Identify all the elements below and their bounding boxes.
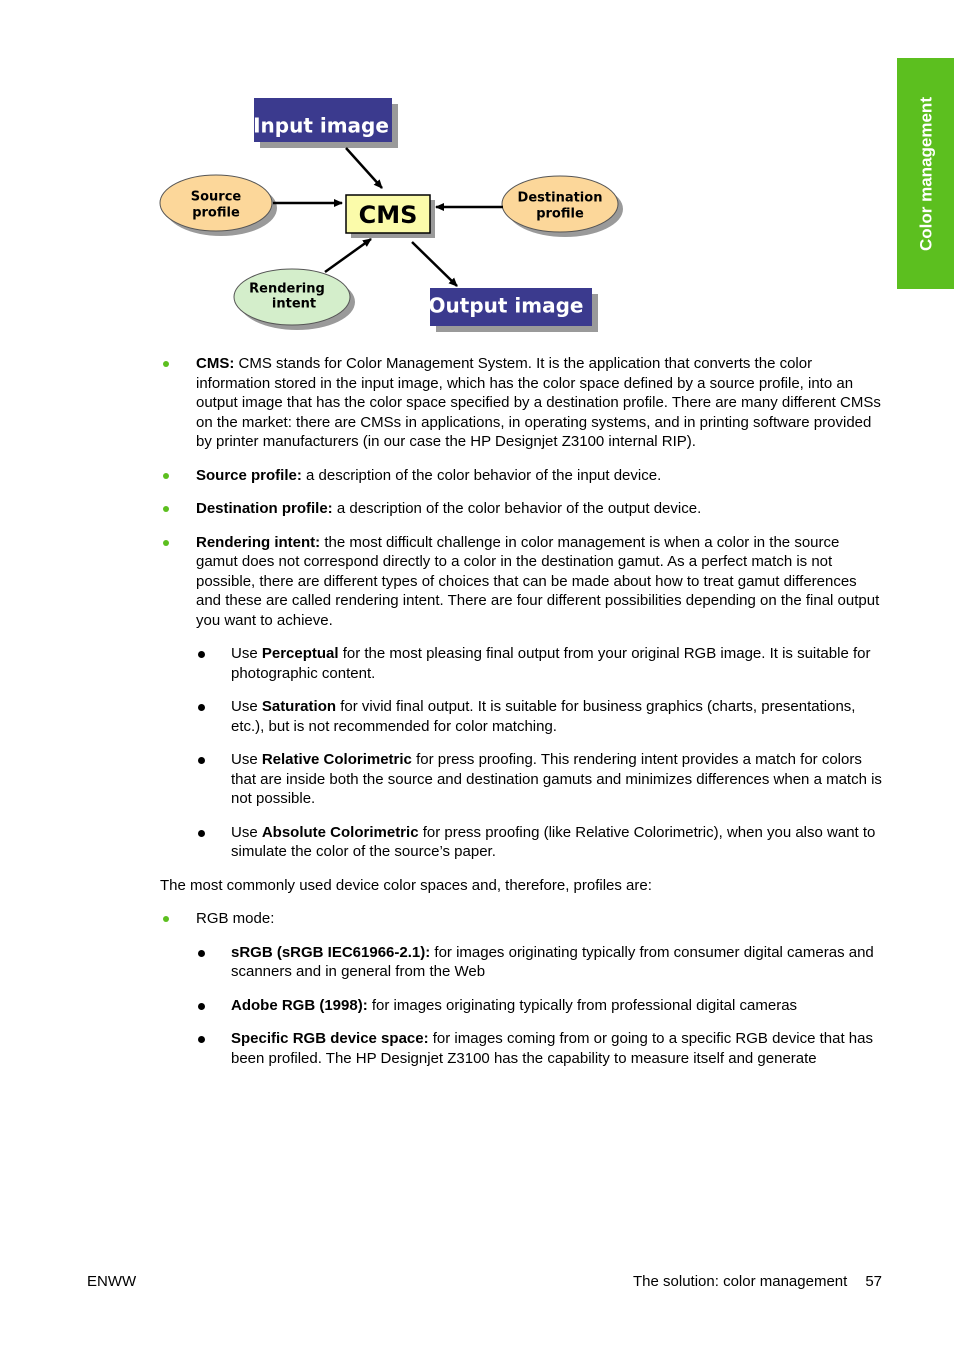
sub-bullet-dot xyxy=(198,1003,205,1010)
side-tab xyxy=(897,58,954,289)
bullet-text: RGB mode: xyxy=(196,910,275,927)
bullet-text: a description of the color behavior of the input device. xyxy=(301,466,662,484)
bullet-term: Source profile: xyxy=(196,466,302,484)
bullet-term: Destination profile: xyxy=(196,500,333,517)
intent-term: Relative Colorimetric xyxy=(261,751,412,768)
intent-term: Saturation xyxy=(261,698,337,715)
bullet-text: CMS stands for Color Management System. It is the application that converts the color information stored in the input image, which has the color space defined by a source profile, into an output image that has the color space specified by a destination profile. There are many different CMSs on the market: there are CMSs in applications, in operating systems, and in printing software provided by printer manufacturers (in our case the HP Designjet Z3100 internal RIP). xyxy=(196,355,881,450)
cms-label: CMS xyxy=(358,201,418,229)
bullet-text: a description of the color behavior of the output device. xyxy=(332,500,702,517)
sub-bullet-dot xyxy=(198,757,205,764)
arrow-rendering-to-cms xyxy=(325,239,371,272)
input-image-label: Input image xyxy=(253,113,389,138)
rgb-text: for images coming from or going to a specific RGB device that has been profiled. The HP Designjet Z3100 has the capability to measure itself and generate xyxy=(231,1030,873,1067)
rgb-text: for images originating typically from professional digital cameras xyxy=(367,996,798,1014)
arrow-cms-to-output xyxy=(412,242,457,286)
footer-right xyxy=(633,1272,882,1292)
intent-absolute-colorimetric xyxy=(160,823,884,862)
profiles-intro-paragraph: The most commonly used device color spaces and, therefore, profiles are: xyxy=(160,876,652,894)
sub-bullet-dot xyxy=(198,651,205,658)
intent-prefix: Use xyxy=(231,751,262,768)
bullet-rgb-mode xyxy=(160,909,884,929)
rgb-item-srgb xyxy=(160,943,884,982)
destination-profile-ellipse xyxy=(502,176,623,237)
footer-section-title: The solution: color management xyxy=(633,1273,848,1290)
cms-diagram-svg xyxy=(155,90,635,340)
bullet-term: Rendering intent: xyxy=(196,533,321,551)
bullet-text: the most difficult challenge in color management is when a color in the source gamut does not correspond directly to a color in the destination gamut. As a perfect match is not possible, there are different types of choices that can be made about how to treat gamut differences and these are called rendering intent. There are four different possibilities depending on the final output you want to achieve. xyxy=(196,533,880,629)
intent-text: for vivid final output. It is suitable for business graphics (charts, presentations, etc.), but is not recommended for color matching. xyxy=(231,698,856,735)
rendering-intent-line1: Rendering xyxy=(249,281,325,297)
intent-prefix: Use xyxy=(231,698,262,715)
intent-perceptual xyxy=(160,644,884,683)
rgb-term: sRGB (sRGB IEC61966-2.1): xyxy=(231,943,431,961)
sub-bullet-dot xyxy=(198,704,205,711)
output-image-box xyxy=(429,288,598,332)
bullet-term: CMS: xyxy=(196,355,235,372)
bullet-dot xyxy=(163,361,169,367)
bullet-dot xyxy=(163,473,169,479)
destination-profile-line2: profile xyxy=(536,206,584,222)
source-profile-line1: Source xyxy=(190,189,242,205)
arrow-input-to-cms xyxy=(346,148,382,188)
intent-text: for press proofing. This rendering intent provides a match for colors that are inside both the source and destination gamuts and minimizes differences when a match is not possible. xyxy=(231,751,882,807)
bullet-destination-profile xyxy=(160,499,884,519)
sub-bullet-dot xyxy=(198,830,205,837)
intent-prefix: Use xyxy=(231,645,262,662)
side-tab-label: Color management xyxy=(915,96,935,251)
output-image-label: Output image xyxy=(428,293,584,318)
destination-profile-line1: Destination xyxy=(517,190,603,206)
intent-prefix: Use xyxy=(231,823,262,841)
sub-bullet-dot xyxy=(198,1036,205,1043)
rendering-intent-line2: intent xyxy=(271,296,317,312)
input-image-box xyxy=(253,98,398,148)
bullet-cms xyxy=(160,354,884,452)
intent-term: Perceptual xyxy=(261,645,339,662)
cms-diagram xyxy=(155,90,635,340)
bullet-dot xyxy=(163,916,169,922)
rgb-term: Specific RGB device space: xyxy=(231,1030,429,1047)
bullet-dot xyxy=(163,506,169,512)
sub-bullet-dot xyxy=(198,950,205,957)
intent-text: for press proofing (like Relative Colorimetric), when you also want to simulate the color of the source’s paper. xyxy=(231,823,876,860)
page-number: 57 xyxy=(865,1273,882,1290)
intent-saturation xyxy=(160,697,884,736)
bullet-rendering-intent xyxy=(160,533,884,631)
rendering-intent-ellipse xyxy=(234,269,355,330)
source-profile-ellipse xyxy=(160,175,277,236)
main-content xyxy=(160,354,884,1082)
intent-text: for the most pleasing final output from your original RGB image. It is suitable for photographic content. xyxy=(231,645,871,682)
cms-box xyxy=(346,195,435,238)
intent-term: Absolute Colorimetric xyxy=(261,823,419,841)
rgb-text: for images originating typically from consumer digital cameras and scanners and in general from the Web xyxy=(231,943,874,980)
source-profile-line2: profile xyxy=(192,205,240,221)
intent-relative-colorimetric xyxy=(160,750,884,809)
rgb-item-adobe-rgb xyxy=(160,996,884,1016)
rgb-item-specific-device xyxy=(160,1029,884,1068)
bullet-source-profile xyxy=(160,466,884,486)
rgb-term: Adobe RGB (1998): xyxy=(231,996,368,1014)
bullet-dot xyxy=(163,540,169,546)
footer-left: ENWW xyxy=(87,1273,137,1290)
